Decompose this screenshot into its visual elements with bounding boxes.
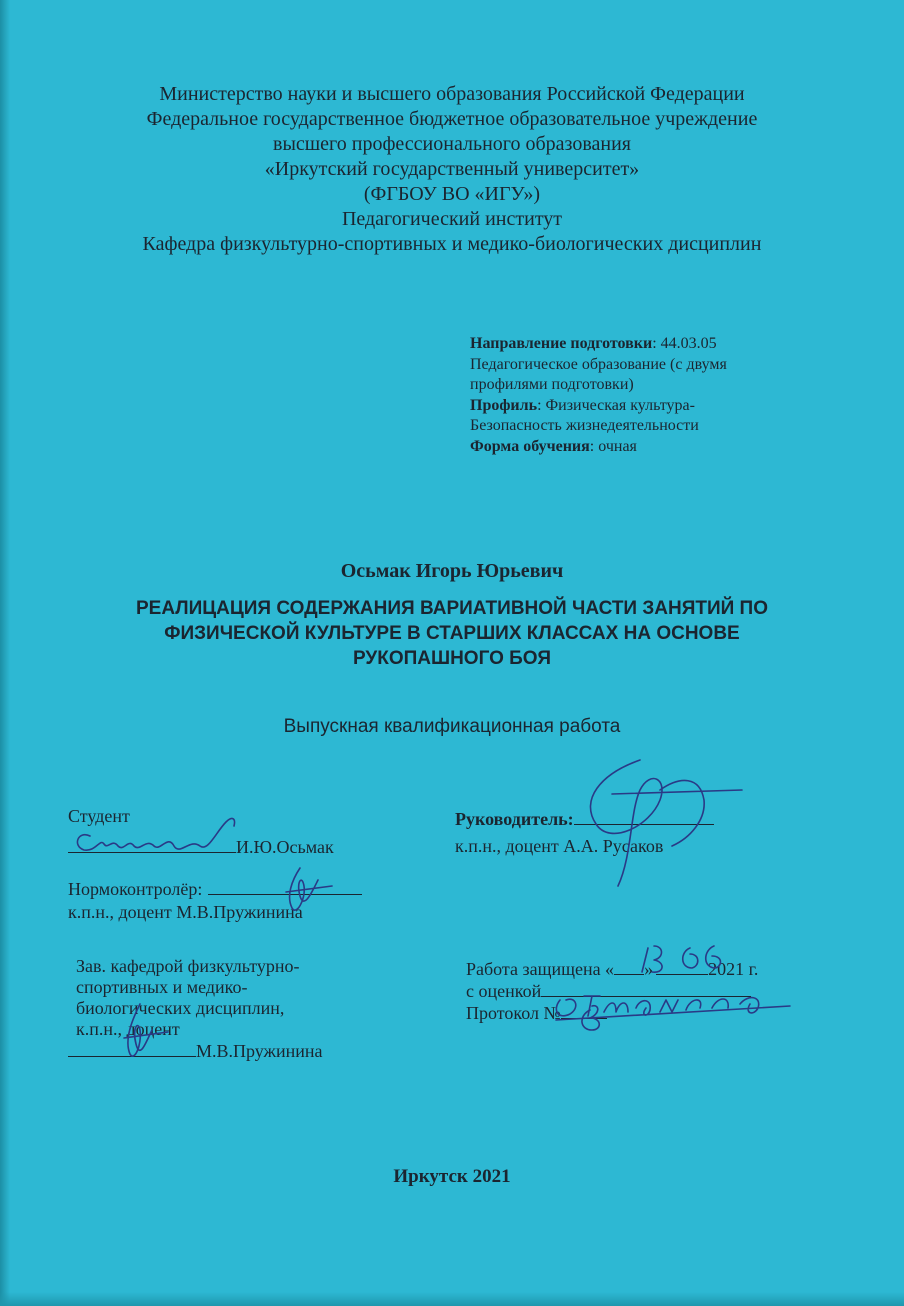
profile-value: : Физическая культура-: [537, 396, 695, 414]
form-value: : очная: [589, 437, 637, 455]
grade-line: [541, 980, 751, 997]
scan-edge-bottom: [0, 1292, 904, 1306]
head-line-4: к.п.н., доцент: [76, 1019, 180, 1039]
defense-month-line: [656, 958, 708, 975]
supervisor-label: Руководитель:: [455, 809, 574, 829]
student-name: И.Ю.Осьмак: [236, 837, 334, 857]
author-name: Осьмак Игорь Юрьевич: [340, 560, 564, 582]
header-line-institution: Федеральное государственное бюджетное образовательное учреждение: [146, 108, 758, 130]
supervisor-signature-line: [574, 808, 714, 825]
header-line-department: Кафедра физкультурно-спортивных и медико-биологических дисциплин: [142, 233, 762, 255]
defense-block: [466, 958, 758, 1024]
footer-city-year: Иркутск 2021: [393, 1166, 511, 1187]
protocol-line: [561, 1002, 607, 1019]
header-line-ministry: Министерство науки и высшего образования Российской Федерации: [159, 83, 745, 105]
student-label: Студент: [68, 806, 130, 826]
header-line-institute: Педагогический институт: [341, 208, 563, 230]
form-label: Форма обучения: [470, 437, 590, 455]
thesis-title: [60, 596, 844, 671]
direction-label: Направление подготовки: [470, 335, 653, 352]
defense-day-line: [614, 958, 644, 975]
direction-line-2: Педагогическое образование (с двумя: [470, 355, 727, 373]
header-line-university: «Иркутский государственный университет»: [264, 158, 640, 180]
grade-label: с оценкой: [466, 981, 542, 1001]
head-of-department-block: [76, 956, 323, 1062]
head-signature-line: [68, 1040, 196, 1057]
profile-label: Профиль: [470, 396, 538, 414]
profile-line-2: Безопасность жизнедеятельности: [470, 417, 699, 434]
defense-prefix: Работа защищена «: [466, 959, 615, 979]
norm-controller-block: [68, 878, 362, 923]
protocol-label: Протокол №: [466, 1003, 561, 1023]
thesis-title-line-1: РЕАЛИЦАЦИЯ СОДЕРЖАНИЯ ВАРИАТИВНОЙ ЧАСТИ ЗАНЯТИЙ ПО: [135, 598, 768, 619]
scan-edge-left: [0, 0, 10, 1306]
thesis-title-line-3: РУКОПАШНОГО БОЯ: [352, 648, 551, 669]
head-line-3: биологических дисциплин,: [76, 998, 285, 1018]
defense-year: 2021 г.: [708, 959, 759, 979]
head-name: М.В.Пружинина: [196, 1041, 323, 1061]
supervisor-name: к.п.н., доцент А.А. Русаков: [455, 836, 664, 856]
direction-block: [470, 334, 800, 457]
norm-controller-signature-line: [208, 878, 362, 895]
head-line-2: спортивных и медико-: [76, 977, 248, 997]
head-line-1: Зав. кафедрой физкультурно-: [76, 956, 300, 976]
norm-controller-label: Нормоконтролёр:: [68, 879, 203, 899]
direction-code: : 44.03.05: [652, 335, 717, 352]
header-line-abbreviation: (ФГБОУ ВО «ИГУ»): [363, 183, 541, 205]
student-block: [68, 806, 334, 858]
header-line-education: высшего профессионального образования: [273, 133, 631, 155]
supervisor-block: [455, 808, 714, 857]
thesis-title-line-2: ФИЗИЧЕСКОЙ КУЛЬТУРЕ В СТАРШИХ КЛАССАХ НА ОСНОВЕ: [164, 623, 740, 644]
header-block: [60, 82, 844, 257]
direction-line-3: профилями подготовки): [470, 376, 634, 393]
norm-controller-name: к.п.н., доцент М.В.Пружинина: [68, 902, 303, 922]
student-signature-line: [68, 836, 236, 853]
work-type: Выпускная квалификационная работа: [283, 716, 621, 737]
defense-middle: »: [644, 959, 654, 979]
